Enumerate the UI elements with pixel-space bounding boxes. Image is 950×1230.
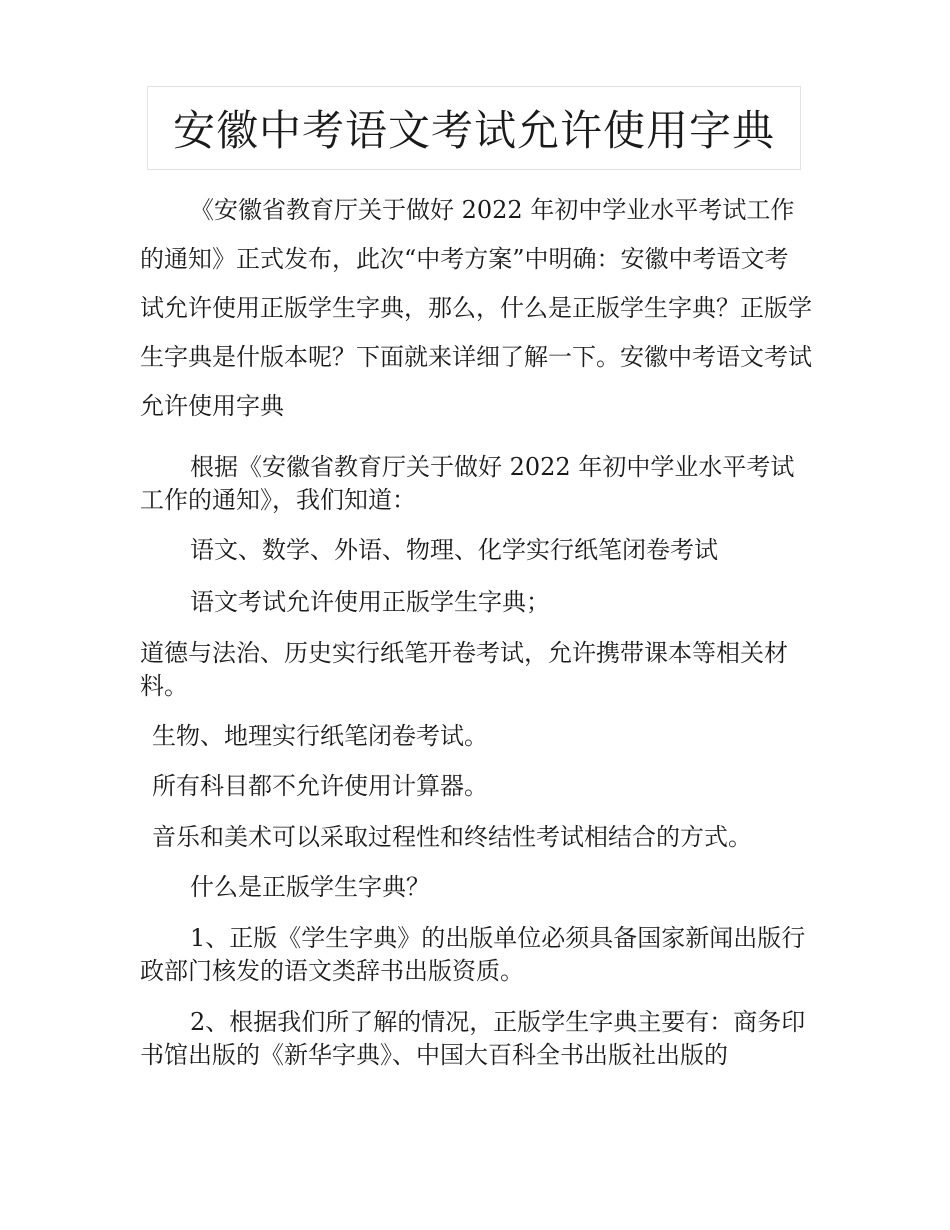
paragraph-dictionary-allowed: 语文考试允许使用正版学生字典；	[190, 588, 550, 616]
paragraph-open-exam: 道德与法治、历史实行纸笔开卷考试，允许携带课本等相关材料。	[140, 639, 788, 700]
paragraph-bio-geo: 生物、地理实行纸笔闭卷考试。	[152, 722, 488, 750]
paragraph-music-art: 音乐和美术可以采取过程性和终结性考试相结合的方式。	[152, 823, 752, 851]
paragraph-closed-exam: 语文、数学、外语、物理、化学实行纸笔闭卷考试	[190, 536, 718, 564]
document-title: 安徽中考语文考试允许使用字典	[172, 106, 775, 155]
paragraph-item-2: 2、根据我们所了解的情况，正版学生字典主要有：商务印书馆出版的《新华字典》、中国大百科全书出版社出版的	[140, 1008, 806, 1069]
paragraph-question: 什么是正版学生字典？	[190, 873, 430, 901]
paragraph-notice: 根据《安徽省教育厅关于做好 2022 年初中学业水平考试工作的通知》，我们知道：	[140, 453, 795, 514]
paragraph-no-calculator: 所有科目都不允许使用计算器。	[152, 772, 488, 800]
paragraph-intro: 《安徽省教育厅关于做好 2022 年初中学业水平考试工作的通知》正式发布，此次“中考方案”中明确：安徽中考语文考试允许使用正版学生字典，那么，什么是正版学生字典？正版学生字典是什版本呢？下面就来详细了解一下。安徽中考语文考试允许使用字典	[140, 196, 812, 420]
paragraph-item-1: 1、正版《学生字典》的出版单位必须具备国家新闻出版行政部门核发的语文类辞书出版资质。	[140, 924, 806, 985]
title-box	[147, 86, 801, 170]
